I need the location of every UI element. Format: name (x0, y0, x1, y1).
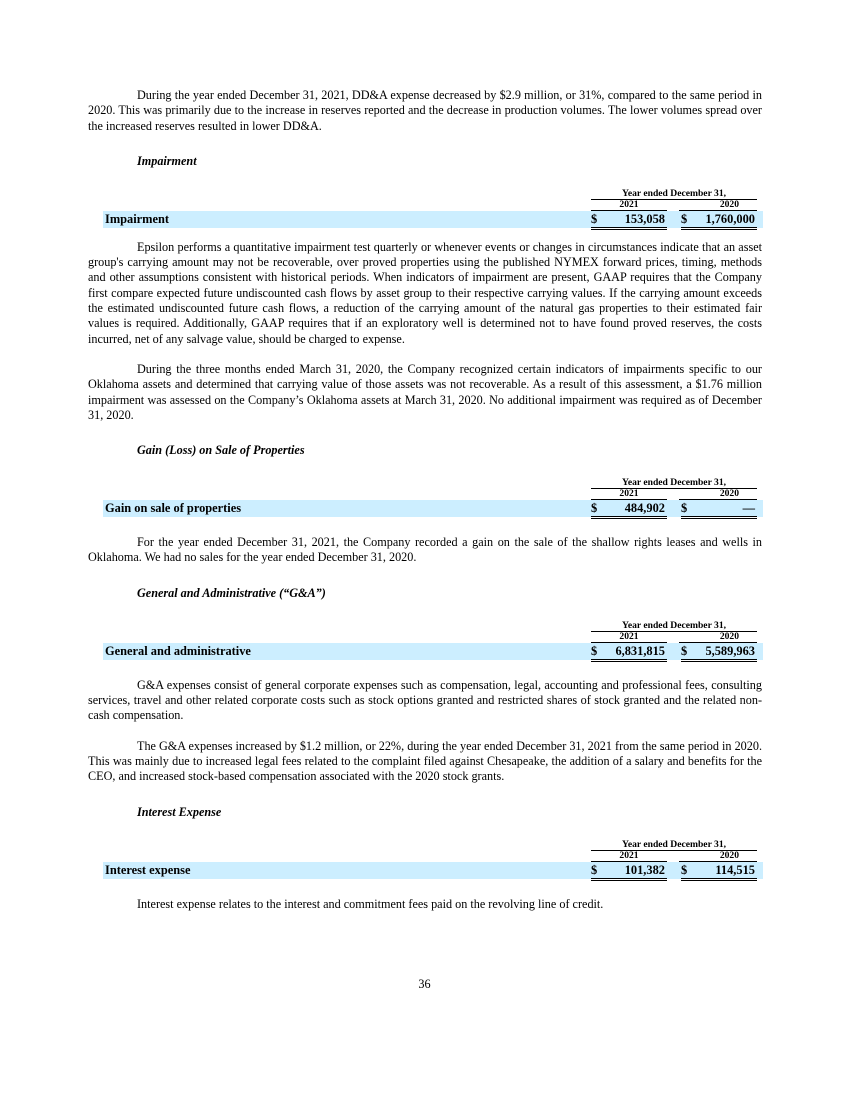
gain-paragraph: For the year ended December 31, 2021, the Company recorded a gain on the sale of the shallow rights leases and wells in Oklahoma. We had no sales for the year ended December 31, 2020. (88, 535, 762, 565)
interest-table (103, 839, 763, 879)
table-period-header: Year ended December 31, (591, 477, 757, 489)
table-period-header: Year ended December 31, (591, 620, 757, 632)
table-row (103, 211, 763, 228)
value-2020: — (742, 501, 755, 516)
dollar-sign: $ (681, 501, 688, 516)
year-2021-header: 2021 (591, 199, 667, 211)
dollar-sign: $ (591, 862, 598, 877)
row-label: Gain on sale of properties (105, 501, 242, 516)
table-row (103, 500, 763, 517)
table-row (103, 643, 763, 660)
year-2020-header: 2020 (679, 199, 757, 211)
year-2020-header: 2020 (679, 631, 757, 643)
impairment-table (103, 188, 763, 228)
year-2021-header: 2021 (591, 488, 667, 500)
section-title-interest: Interest Expense (137, 804, 222, 819)
ga-paragraph-1: G&A expenses consist of general corporate expenses such as compensation, legal, accounting and professional fees, consulting services, travel and other related corporate costs such as stock options granted and restricted shares of stock granted and the related non-cash compensation. (88, 677, 762, 723)
row-label: Impairment (105, 211, 170, 226)
year-2021-header: 2021 (591, 850, 667, 862)
dollar-sign: $ (681, 643, 688, 658)
dollar-sign: $ (591, 211, 598, 226)
impairment-paragraph-2: During the three months ended March 31, 2020, the Company recognized certain indicators of impairments specific to our Oklahoma assets and determined that carrying value of those assets was not recoverable. As a result of this assessment, a $1.76 million impairment was assessed on the Company’s Oklahoma assets at March 31, 2020. No additional impairment was required as of December 31, 2020. (88, 361, 762, 422)
ga-paragraph-2: The G&A expenses increased by $1.2 million, or 22%, during the year ended December 31, 2021 from the same period in 2020. This was mainly due to increased legal fees related to the complaint filed against Chesapeake, the addition of a salary and benefits for the CEO, and increased stock-based compensation associated with the 2020 stock grants. (88, 738, 762, 784)
table-period-header: Year ended December 31, (591, 188, 757, 200)
section-title-gain: Gain (Loss) on Sale of Properties (137, 443, 305, 458)
year-2020-header: 2020 (679, 850, 757, 862)
value-2021: 101,382 (624, 862, 665, 877)
dollar-sign: $ (681, 211, 688, 226)
dollar-sign: $ (591, 643, 598, 658)
row-label: General and administrative (105, 643, 251, 658)
value-2021: 484,902 (624, 501, 665, 516)
ga-table (103, 620, 763, 660)
document-page (88, 88, 762, 912)
page-number: 36 (418, 977, 431, 991)
year-2020-header: 2020 (679, 488, 757, 500)
year-2021-header: 2021 (591, 631, 667, 643)
section-title-impairment: Impairment (137, 153, 197, 168)
dda-paragraph: During the year ended December 31, 2021, DD&A expense decreased by $2.9 million, or 31%, compared to the same period in 2020. This was primarily due to the increase in reserves reported and the decrease in production volumes. The lower volumes spread over the increased reserves resulted in lower DD&A. (88, 88, 762, 133)
row-label: Interest expense (105, 862, 191, 877)
table-period-header: Year ended December 31, (591, 839, 757, 851)
interest-paragraph: Interest expense relates to the interest and commitment fees paid on the revolving line of credit. (137, 896, 604, 911)
gain-table (103, 477, 763, 517)
value-2020: 1,760,000 (705, 211, 755, 226)
impairment-paragraph-1: Epsilon performs a quantitative impairment test quarterly or whenever events or changes in circumstances indicate that an asset group's carrying amount may not be recoverable, over proved properties using the published NYMEX forward prices, timing, methods and other assumptions consistent with historical periods. When indicators of impairment are present, GAAP requires that the Company first compare expected future undiscounted cash flows by asset group to their respective carrying values. If the carrying amount exceeds the estimated undiscounted future cash flows, a reduction of the carrying amount of the natural gas properties to their estimated fair values is required. Additionally, GAAP requires that if an exploratory well is determined not to have found proved reserves, the costs incurred, net of any salvage value, should be charged to expense. (88, 239, 762, 346)
table-row (103, 862, 763, 879)
value-2020: 114,515 (715, 862, 755, 877)
dollar-sign: $ (681, 862, 688, 877)
value-2021: 153,058 (624, 211, 665, 226)
value-2020: 5,589,963 (705, 643, 755, 658)
value-2021: 6,831,815 (615, 643, 665, 658)
section-title-ga: General and Administrative (“G&A”) (137, 585, 326, 600)
dollar-sign: $ (591, 501, 598, 516)
